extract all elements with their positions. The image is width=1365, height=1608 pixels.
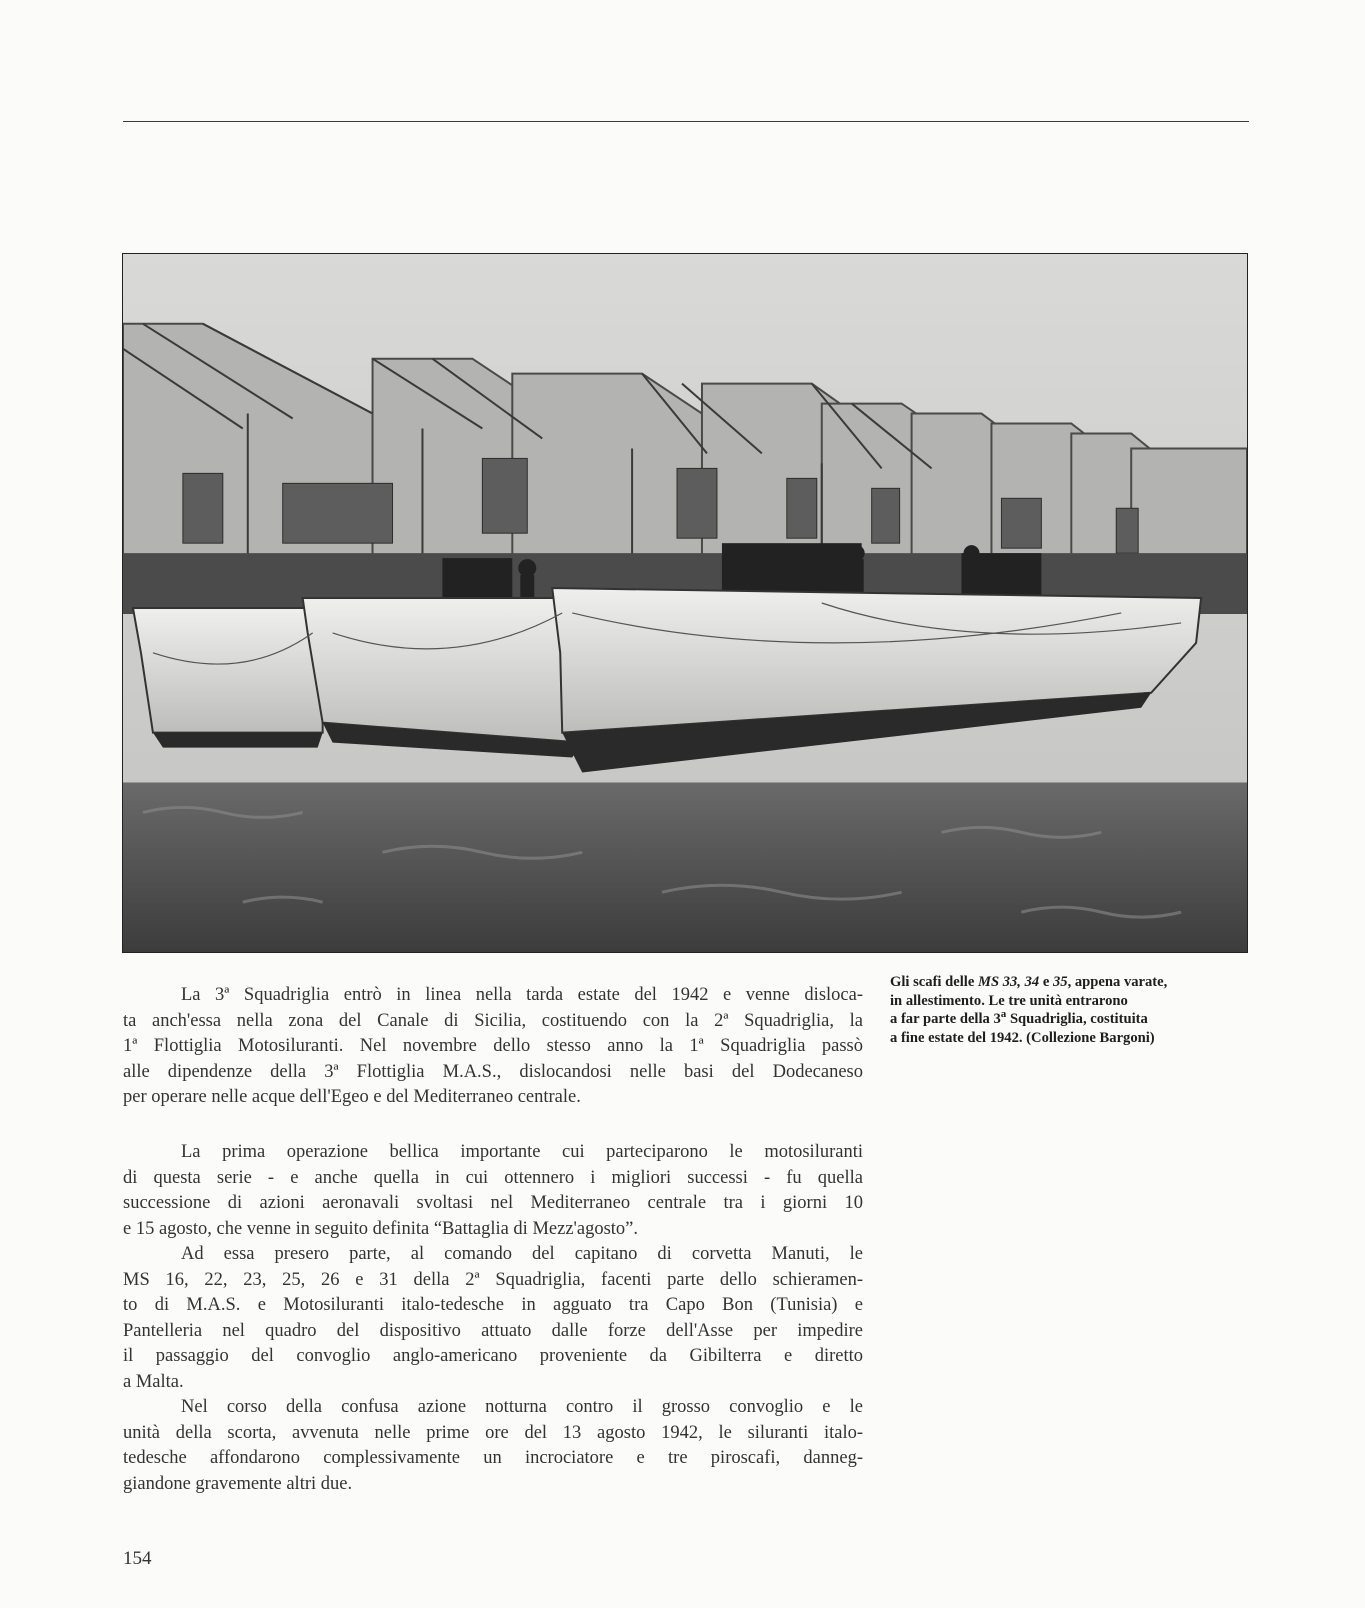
header-rule xyxy=(123,121,1249,122)
text-line: 1ª Flottiglia Motosiluranti. Nel novembre dello stesso anno la 1ª Squadriglia passò xyxy=(123,1036,863,1056)
caption-line-3: a far parte della 3$^a$ Squadriglia, costituita xyxy=(890,1008,1148,1027)
page-number: 154 xyxy=(123,1548,152,1569)
text-line: successione di azioni aeronavali svoltasi nel Mediterraneo centrale tra i giorni 10 xyxy=(123,1193,863,1213)
text-line: MS 16, 22, 23, 25, 26 e 31 della 2ª Squadriglia, facenti parte dello schieramen- xyxy=(123,1269,863,1290)
text-line: unità della scorta, avvenuta nelle prime ore del 13 agosto 1942, le siluranti italo- xyxy=(123,1422,863,1443)
photo-caption xyxy=(890,973,1250,1047)
caption-line-1: Gli scafi delle MS 33, 34 e 35, appena varate, xyxy=(890,974,1168,990)
paragraph-third-squadron xyxy=(123,983,863,1111)
text-line: Nel corso della confusa azione notturna contro il grosso convoglio e le xyxy=(181,1397,863,1417)
text-line: e 15 agosto, che venne in seguito definita “Battaglia di Mezz'agosto”. xyxy=(123,1218,639,1239)
text-line: tedesche affondarono complessivamente un incrociatore e tre piroscafi, danneg- xyxy=(123,1448,863,1468)
text-line: La 3ª Squadriglia entrò in linea nella tarda estate del 1942 e venne disloca- xyxy=(181,985,863,1005)
photo-illustration xyxy=(123,254,1247,952)
caption-line-4: a fine estate del 1942. (Collezione Bargoni) xyxy=(890,1029,1155,1046)
caption-line-2: in allestimento. Le tre unità entrarono xyxy=(890,992,1128,1009)
text-line: La prima operazione bellica importante cui parteciparono le motosiluranti xyxy=(181,1142,863,1162)
text-line: il passaggio del convoglio anglo-americano proveniente da Gibilterra e diretto xyxy=(123,1346,863,1366)
text-line: per operare nelle acque dell'Egeo e del Mediterraneo centrale. xyxy=(123,1087,581,1107)
text-line: di questa serie - e anche quella in cui ottennero i migliori successi - fu quella xyxy=(123,1167,863,1188)
paragraph-mid-august-battle xyxy=(123,1140,863,1497)
boats-photograph xyxy=(122,253,1248,953)
text-line: Pantelleria nel quadro del dispositivo attuato dalle forze dell'Asse per impedire xyxy=(123,1320,863,1341)
text-line: giandone gravemente altri due. xyxy=(123,1473,353,1494)
text-line: alle dipendenze della 3ª Flottiglia M.A.S., dislocandosi nelle basi del Dodecaneso xyxy=(123,1061,863,1082)
text-line: Ad essa presero parte, al comando del capitano di corvetta Manuti, le xyxy=(181,1244,863,1264)
text-line: a Malta. xyxy=(123,1371,184,1392)
text-line: to di M.A.S. e Motosiluranti italo-tedesche in agguato tra Capo Bon (Tunisia) e xyxy=(123,1295,863,1315)
text-line: ta anch'essa nella zona del Canale di Sicilia, costituendo con la 2ª Squadriglia, la xyxy=(123,1010,863,1031)
